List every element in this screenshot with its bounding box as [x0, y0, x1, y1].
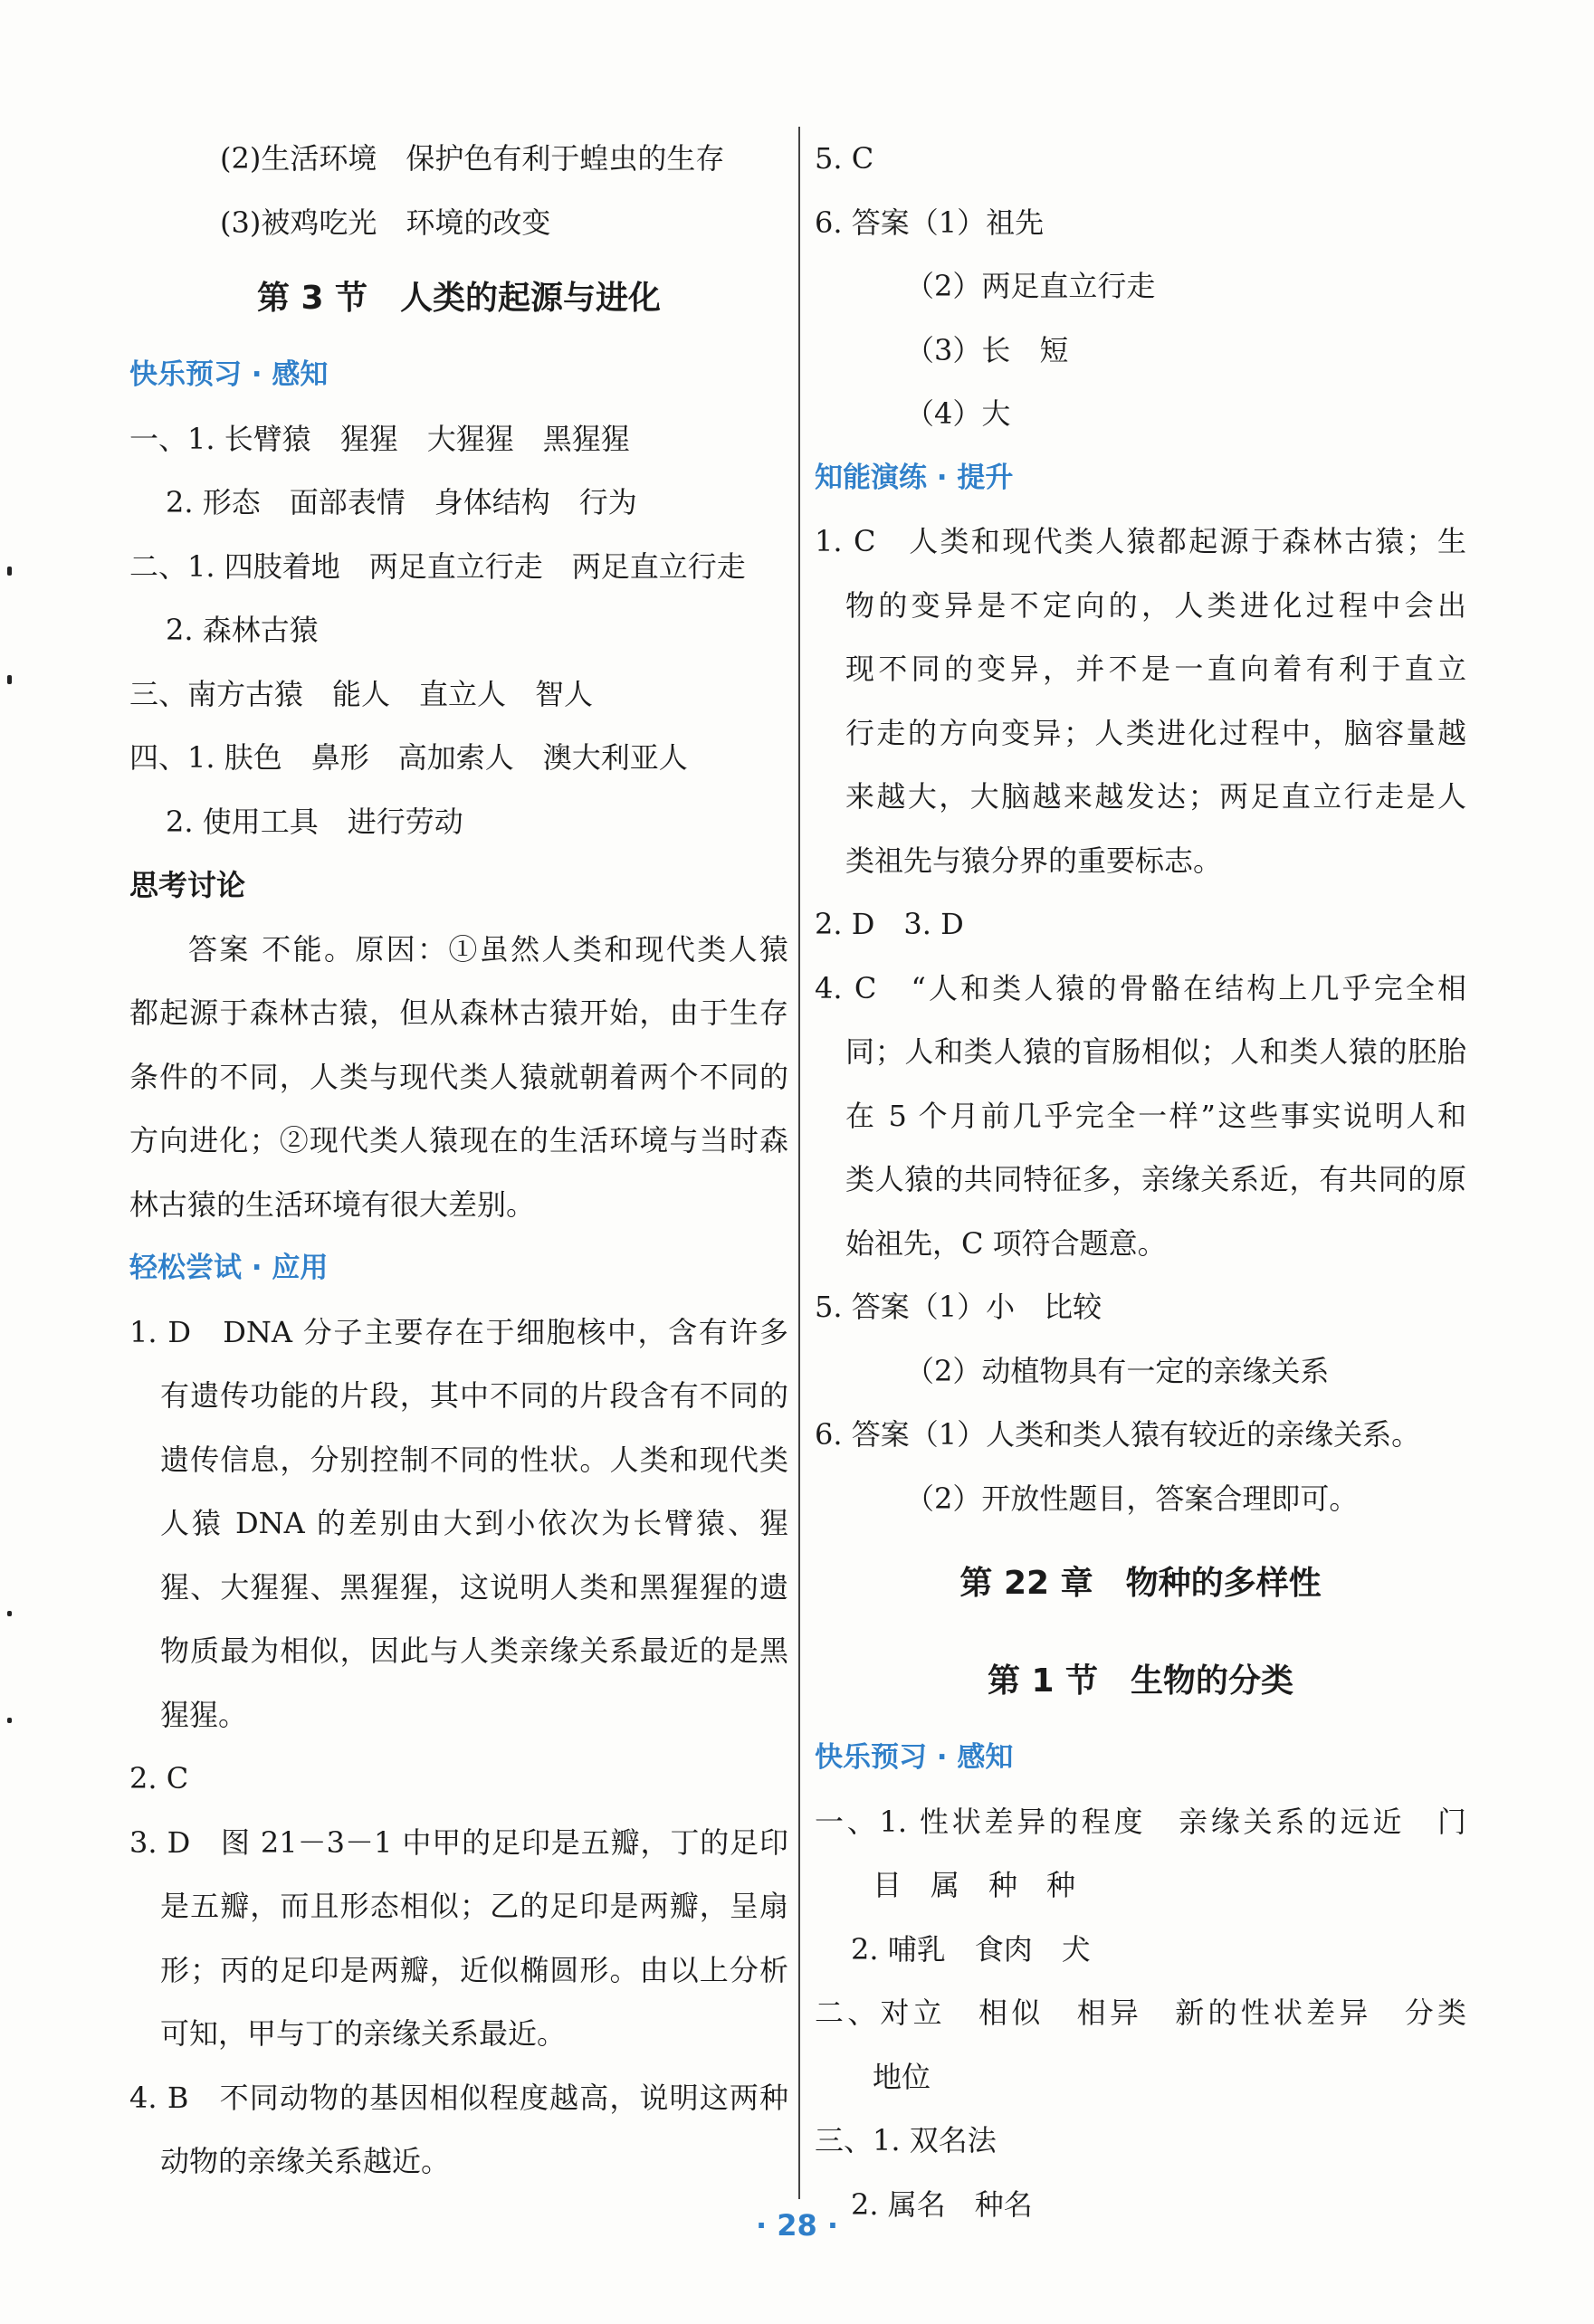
right-line-19: （2）动植物具有一定的亲缘关系: [905, 1353, 1330, 1388]
left-line-13: 都起源于森林古猿，但从森林古猿开始，由于生存: [129, 995, 788, 1030]
right-line-17: 始祖先，C 项符合题意。: [845, 1225, 1167, 1261]
left-line-30: 4. B 不同动物的基因相似程度越高，说明这两种: [129, 2080, 788, 2115]
right-line-21: （2）开放性题目，答案合理即可。: [905, 1481, 1359, 1516]
right-line-0: 5. C: [815, 141, 874, 176]
right-line-29: 地位: [815, 2059, 931, 2094]
right-line-30: 三、1. 双名法: [815, 2123, 997, 2157]
right-line-12: 2. D 3. D: [815, 907, 964, 941]
left-line-10: 2. 使用工具 进行劳动: [166, 804, 463, 839]
left-line-18: 1. D DNA 分子主要存在于细胞核中，含有许多: [129, 1314, 788, 1349]
left-column: [129, 127, 788, 2194]
left-line-16: 林古猿的生活环境有很大差别。: [129, 1186, 536, 1222]
page-number: · 28 ·: [755, 2208, 839, 2243]
right-line-13: 4. C “人和类人猿的骨骼在结构上几乎完全相: [815, 970, 1466, 1005]
left-line-2: 第 3 节 人类的起源与进化: [256, 280, 662, 317]
left-line-4: 一、1. 长臂猿 猩猩 大猩猩 黑猩猩: [129, 421, 630, 456]
right-line-22: 第 22 章 物种的多样性: [959, 1565, 1322, 1602]
right-line-3: （3）长 短: [905, 332, 1069, 367]
left-line-14: 条件的不同，人类与现代类人猿就朝着两个不同的: [129, 1059, 788, 1094]
right-line-2: （2）两足直立行走: [905, 269, 1156, 303]
right-line-18: 5. 答案（1）小 比较: [815, 1290, 1102, 1324]
right-line-4: （4）大: [905, 396, 1011, 431]
right-line-6: 1. C 人类和现代类人猿都起源于森林古猿；生: [815, 524, 1466, 558]
left-line-29: 可知，甲与丁的亲缘关系最近。: [160, 2016, 567, 2051]
left-line-11: 思考讨论: [129, 868, 246, 902]
left-line-8: 三、南方古猿 能人 直立人 智人: [129, 676, 594, 711]
left-line-25: 2. C: [129, 1761, 189, 1795]
left-line-3: 快乐预习 · 感知: [129, 358, 329, 391]
right-line-16: 类人猿的共同特征多，亲缘关系近，有共同的原: [845, 1162, 1466, 1196]
left-line-20: 遗传信息，分别控制不同的性状。人类和现代类: [160, 1442, 788, 1477]
left-line-24: 猩猩。: [160, 1697, 248, 1732]
right-line-11: 类祖先与猿分界的重要标志。: [845, 843, 1223, 878]
right-line-20: 6. 答案（1）人类和类人猿有较近的亲缘关系。: [815, 1417, 1421, 1452]
column-divider: [798, 127, 800, 2199]
right-line-10: 来越大，大脑越来越发达；两足直立行走是人: [845, 779, 1466, 814]
left-line-23: 物质最为相似，因此与人类亲缘关系最近的是黑: [160, 1633, 788, 1668]
right-line-26: 目 属 种 种: [815, 1868, 1076, 1902]
right-line-14: 同；人和类人猿的盲肠相似；人和类人猿的胚胎: [845, 1034, 1466, 1069]
left-line-5: 2. 形态 面部表情 身体结构 行为: [166, 485, 637, 519]
right-line-25: 一、1. 性状差异的程度 亲缘关系的远近 门: [815, 1804, 1466, 1839]
left-line-17: 轻松尝试 · 应用: [129, 1252, 329, 1284]
left-line-1: (3)被鸡吃光 环境的改变: [220, 205, 551, 240]
left-line-31: 动物的亲缘关系越近。: [160, 2144, 451, 2178]
right-column: [815, 127, 1466, 2236]
left-line-22: 猩、大猩猩、黑猩猩，这说明人类和黑猩猩的遗: [160, 1569, 788, 1605]
right-line-9: 行走的方向变异；人类进化过程中，脑容量越: [845, 715, 1466, 750]
left-line-21: 人猿 DNA 的差别由大到小依次为长臂猿、猩: [160, 1506, 788, 1540]
right-line-24: 快乐预习 · 感知: [815, 1741, 1014, 1774]
right-line-7: 物的变异是不定向的，人类进化过程中会出: [845, 587, 1466, 623]
right-line-31: 2. 属名 种名: [851, 2186, 1033, 2222]
left-line-0: (2)生活环境 保护色有利于蝗虫的生存: [220, 141, 725, 176]
right-line-28: 二、对立 相似 相异 新的性状差异 分类: [815, 1995, 1466, 2030]
left-line-7: 2. 森林古猿: [166, 613, 319, 647]
right-line-27: 2. 哺乳 食肉 犬: [851, 1931, 1091, 1967]
right-line-8: 现不同的变异，并不是一直向着有利于直立: [845, 652, 1466, 686]
right-line-1: 6. 答案（1）祖先: [815, 205, 1045, 240]
right-line-15: 在 5 个月前几乎完全一样”这些事实说明人和: [845, 1098, 1466, 1133]
right-line-5: 知能演练 · 提升: [815, 461, 1014, 494]
right-line-23: 第 1 节 生物的分类: [987, 1662, 1294, 1700]
left-line-26: 3. D 图 21－3－1 中甲的足印是五瓣，丁的足印: [129, 1824, 788, 1860]
left-line-12: 答案 不能。原因：①虽然人类和现代类人猿: [188, 931, 788, 967]
left-line-6: 二、1. 四肢着地 两足直立行走 两足直立行走: [129, 548, 746, 584]
left-line-27: 是五瓣，而且形态相似；乙的足印是两瓣，呈扇: [160, 1889, 788, 1923]
left-line-9: 四、1. 肤色 鼻形 高加索人 澳大利亚人: [129, 740, 688, 775]
left-line-15: 方向进化；②现代类人猿现在的生活环境与当时森: [129, 1123, 788, 1157]
left-line-28: 形；丙的足印是两瓣，近似椭圆形。由以上分析: [160, 1952, 788, 1987]
left-line-19: 有遗传功能的片段，其中不同的片段含有不同的: [160, 1378, 788, 1413]
